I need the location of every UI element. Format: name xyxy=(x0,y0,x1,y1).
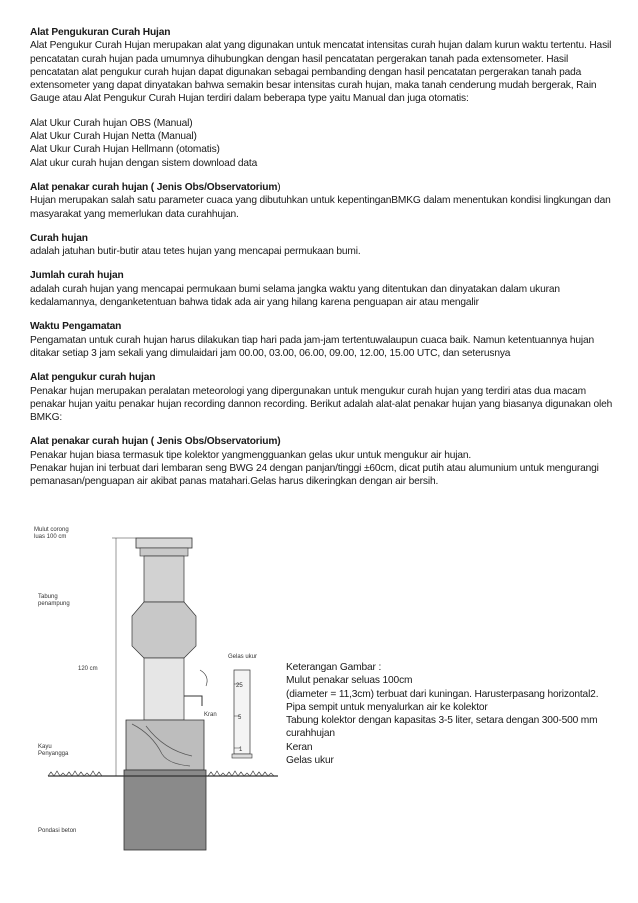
faucet-pointer xyxy=(200,670,207,686)
funnel-rim xyxy=(140,548,188,556)
section-intro xyxy=(30,26,614,106)
section-title: Jumlah curah hujan xyxy=(30,270,124,282)
scale-label: 1 xyxy=(239,747,243,753)
section-obs-detail xyxy=(30,435,614,488)
label-kran: Kran xyxy=(204,712,217,718)
section-waktu xyxy=(30,320,614,360)
rain-gauge-diagram xyxy=(28,520,288,880)
section-body: Penakar hujan ini terbuat dari lembaran seng BWG 24 dengan panjan/tinggi ±60cm, dicat putih atau alumunium untuk mengurangi pemanasan/penguapan air akibat panas matahari.Gelas harus dikeringkan dengan air bersih. xyxy=(30,463,599,488)
legend-item: Pipa sempit untuk menyalurkan air ke kolektor xyxy=(286,701,488,713)
section-body: Alat Pengukur Curah Hujan merupakan alat yang digunakan untuk mencatat intensitas curah hujan dalam kurun waktu tertentu. Hasil pencatatan curah hujan pada umumnya dihubungkan dengan hasil pencatatan pergerakan tanah pada extensometer. Hasil pencatatan alat pengukur curah hujan dapat digunakan sebagai pembanding dengan hasil pencatatan pergerakan tanah pada extensometer yang dapat dinyatakan bahwa semakin besar intensitas curah hujan, maka tanah cenderung mudah bergerak, Rain Gauge atau Alat Pengukur Curah Hujan terdiri dalam beberapa type yaitu Manual dan juga otomatis: xyxy=(30,40,612,105)
legend-item: Gelas ukur xyxy=(286,755,334,767)
faucet xyxy=(184,696,202,706)
list-item: Alat Ukur Curah Hujan Netta (Manual) xyxy=(30,131,197,143)
section-body: Hujan merupakan salah satu parameter cuaca yang dibutuhkan untuk kepentinganBMKG dalam menentukan kondisi lingkungan dan masyarakat yang memerlukan data curahhujan. xyxy=(30,195,611,220)
label-pondasi: Pondasi beton xyxy=(38,828,77,834)
label-luas: luas 100 cm xyxy=(34,534,67,540)
funnel-mouth xyxy=(136,538,192,548)
list-item: Alat Ukur Curah Hujan Hellmann (otomatis) xyxy=(30,144,220,156)
section-title: Alat penakar curah hujan ( Jenis Obs/Observatorium) xyxy=(30,436,281,448)
upper-cylinder xyxy=(144,556,184,602)
label-height: 120 cm xyxy=(78,666,98,672)
section-alat xyxy=(30,371,614,424)
section-title: Alat pengukur curah hujan xyxy=(30,372,156,384)
label-penampung: penampung xyxy=(38,601,70,607)
label-kayu: Kayu xyxy=(38,744,52,750)
legend-item: Mulut penakar seluas 100cm xyxy=(286,675,413,687)
section-body: Penakar hujan merupakan peralatan meteorologi yang dipergunakan untuk mengukur curah hujan yang terdiri atas dua macam penakar hujan yaitu penakar hujan recording dannon recording. Berikut adalah alat-alat penakar hujan yang biasanya digunakan oleh BMKG: xyxy=(30,385,613,424)
label-mulut-corong: Mulut corong xyxy=(34,527,69,533)
section-jumlah xyxy=(30,269,614,309)
concrete-foundation xyxy=(124,770,206,850)
glass-base xyxy=(232,754,252,758)
section-body: adalah jatuhan butir-butir atau tetes hujan yang mencapai permukaan bumi. xyxy=(30,246,361,258)
scale-label: 5 xyxy=(238,715,242,721)
section-title-suffix: ) xyxy=(277,181,281,193)
label-penyangga: Penyangga xyxy=(38,751,69,757)
section-title: Curah hujan xyxy=(30,232,88,244)
rain-gauge-figure xyxy=(28,520,288,880)
section-obs xyxy=(30,181,614,221)
section-body: Pengamatan untuk curah hujan harus dilakukan tiap hari pada jam-jam tertentuwalaupun cuaca baik. Namun ketentuannya hujan ditakar setiap 3 jam sekali yang dimulaidari jam 00.00, 03.00, 06.00, 09.00, 12.00, 15.00 UTC, dan seterusnya xyxy=(30,334,595,359)
section-body: adalah curah hujan yang mencapai permukaan bumi selama jangka waktu yang ditentukan dan dinyatakan dalam ukuran kedalamannya, denganketentuan bahwa tidak ada air yang hilang karena penguapan air atau mengalir xyxy=(30,283,560,309)
document-page xyxy=(30,26,614,500)
legend-item: curahhujan xyxy=(286,728,335,740)
section-title: Alat Pengukuran Curah Hujan xyxy=(30,27,171,38)
label-gelas-ukur: Gelas ukur xyxy=(228,654,258,660)
list-item: Alat Ukur Curah hujan OBS (Manual) xyxy=(30,117,193,129)
legend-item: Tabung kolektor dengan kapasitas 3-5 liter, setara dengan 300-500 mm xyxy=(286,715,598,727)
legend-item: Keran xyxy=(286,741,313,753)
list-item: Alat ukur curah hujan dengan sistem download data xyxy=(30,157,258,169)
type-list xyxy=(30,117,614,170)
legend-title: Keterangan Gambar : xyxy=(286,662,382,673)
section-title: Waktu Pengamatan xyxy=(30,321,122,333)
figure-legend xyxy=(286,661,606,767)
section-curah-hujan xyxy=(30,232,614,259)
collector-tank xyxy=(132,602,196,658)
section-title: Alat penakar curah hujan ( Jenis Obs/Observatorium xyxy=(30,181,278,193)
label-tabung: Tabung xyxy=(38,594,58,600)
section-body: Penakar hujan biasa termasuk tipe kolektor yangmengguankan gelas ukur untuk mengukur air hujan. xyxy=(30,449,472,461)
lower-body xyxy=(144,658,184,720)
legend-item: (diameter = 11,3cm) terbuat dari kuningan. Harusterpasang horizontal2. xyxy=(286,688,599,700)
scale-label: 25 xyxy=(236,683,243,689)
